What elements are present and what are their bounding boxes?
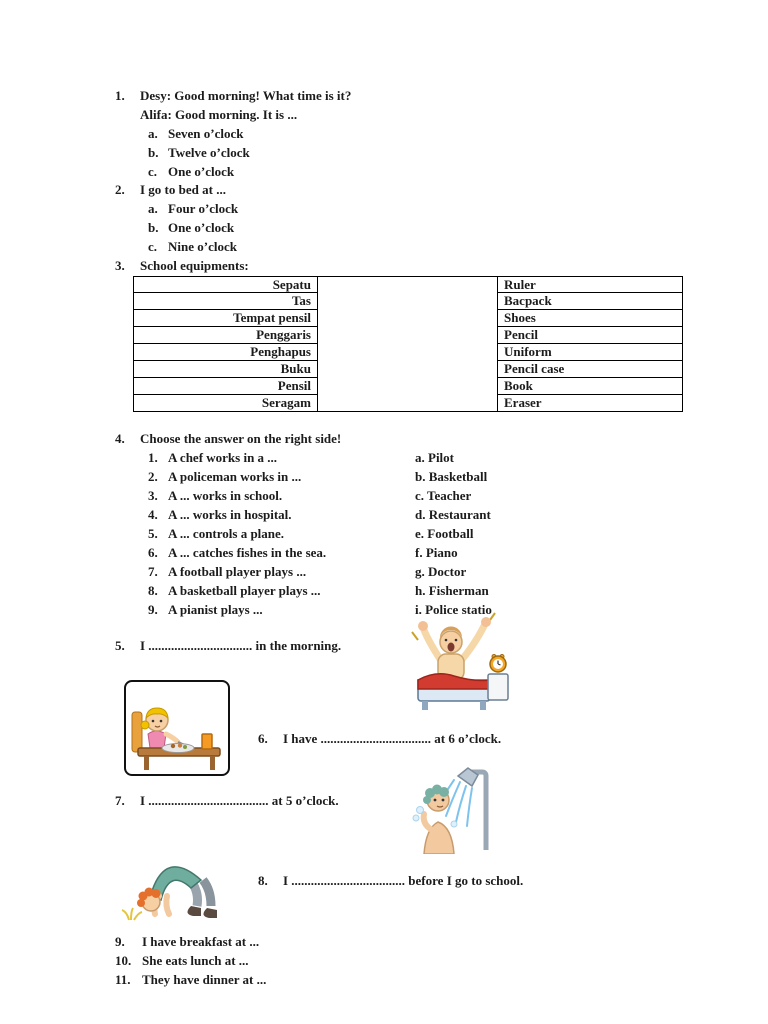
q7-row xyxy=(115,791,339,810)
q5-text: I ................................ in the morning. xyxy=(140,638,342,653)
q2-option-b xyxy=(148,218,234,237)
q9-row xyxy=(115,932,259,951)
match-item-number: 5. xyxy=(148,526,158,541)
option-letter: c. xyxy=(148,164,158,179)
table-cell: Penggaris xyxy=(133,327,318,344)
table-cell: Uniform xyxy=(497,344,683,361)
q11-number: 11. xyxy=(115,972,131,987)
match-item-text: A basketball player plays ... xyxy=(168,583,321,598)
q11-row xyxy=(115,970,266,989)
q4-title: Choose the answer on the right side! xyxy=(140,431,342,446)
option-text: One o’clock xyxy=(168,220,235,235)
table-cell: Tas xyxy=(133,293,318,310)
q1-option-b xyxy=(148,143,250,162)
match-item xyxy=(148,524,284,543)
q9-number: 9. xyxy=(115,934,125,949)
match-item-number: 2. xyxy=(148,469,158,484)
table-cell: Pencil case xyxy=(497,361,683,378)
equipment-table xyxy=(133,276,683,412)
match-item xyxy=(148,581,321,600)
table-cell: Bacpack xyxy=(497,293,683,310)
match-item xyxy=(148,543,326,562)
equipment-table-right-column xyxy=(497,276,683,412)
q5-row xyxy=(115,636,341,655)
match-answer: a. Pilot xyxy=(415,450,454,465)
match-answer: e. Football xyxy=(415,526,474,541)
q8-text: I ................................... before I go to school. xyxy=(283,873,524,888)
match-item xyxy=(148,562,306,581)
match-item-number: 3. xyxy=(148,488,158,503)
q11-text: They have dinner at ... xyxy=(142,972,267,987)
q3-row xyxy=(115,256,249,275)
option-text: Nine o’clock xyxy=(168,239,237,254)
match-item-text: A chef works in a ... xyxy=(168,450,278,465)
option-text: One o’clock xyxy=(168,164,235,179)
q4-number: 4. xyxy=(115,431,125,446)
table-cell: Tempat pensil xyxy=(133,310,318,327)
table-cell: Ruler xyxy=(497,276,683,293)
equipment-table-empty-middle xyxy=(318,276,497,412)
q5-number: 5. xyxy=(115,638,125,653)
option-letter: a. xyxy=(148,126,158,141)
match-answer: i. Police statio xyxy=(415,602,492,617)
match-item-number: 7. xyxy=(148,564,158,579)
option-letter: b. xyxy=(148,145,159,160)
match-answer: d. Restaurant xyxy=(415,507,491,522)
match-item-text: A policeman works in ... xyxy=(168,469,302,484)
q6-number: 6. xyxy=(258,731,268,746)
eating-image xyxy=(124,680,230,776)
option-letter: c. xyxy=(148,239,158,254)
match-item xyxy=(148,600,263,619)
option-text: Seven o’clock xyxy=(168,126,244,141)
q1-dialog-line1: Desy: Good morning! What time is it? xyxy=(140,88,352,103)
table-cell: Eraser xyxy=(497,395,683,412)
option-text: Four o’clock xyxy=(168,201,239,216)
option-text: Twelve o’clock xyxy=(168,145,250,160)
q7-number: 7. xyxy=(115,793,125,808)
table-cell: Pensil xyxy=(133,378,318,395)
wake-up-image xyxy=(398,610,510,718)
q6-text: I have .................................. at 6 o’clock. xyxy=(283,731,502,746)
q7-text: I ..................................... at 5 o’clock. xyxy=(140,793,339,808)
table-cell: Seragam xyxy=(133,395,318,412)
match-item-number: 4. xyxy=(148,507,158,522)
match-item xyxy=(148,448,277,467)
match-answer: g. Doctor xyxy=(415,564,467,579)
match-item-text: A ... controls a plane. xyxy=(168,526,285,541)
match-answer: b. Basketball xyxy=(415,469,488,484)
q2-option-c xyxy=(148,237,237,256)
table-cell: Sepatu xyxy=(133,276,318,293)
shower-image xyxy=(402,766,498,854)
match-item-text: A pianist plays ... xyxy=(168,602,263,617)
match-item xyxy=(148,467,301,486)
table-cell: Buku xyxy=(133,361,318,378)
q3-title: School equipments: xyxy=(140,258,249,273)
q4-row xyxy=(115,429,341,448)
match-item-text: A ... works in school. xyxy=(168,488,283,503)
q8-row xyxy=(258,871,523,890)
match-item-number: 6. xyxy=(148,545,158,560)
option-letter: a. xyxy=(148,201,158,216)
q1-row xyxy=(115,86,351,105)
match-item-text: A football player plays ... xyxy=(168,564,307,579)
q9-text: I have breakfast at ... xyxy=(142,934,260,949)
match-answer: h. Fisherman xyxy=(415,583,489,598)
table-cell: Pencil xyxy=(497,327,683,344)
q10-text: She eats lunch at ... xyxy=(142,953,249,968)
table-cell: Shoes xyxy=(497,310,683,327)
q8-number: 8. xyxy=(258,873,268,888)
q10-number: 10. xyxy=(115,953,132,968)
match-item-text: A ... works in hospital. xyxy=(168,507,292,522)
q1-option-c xyxy=(148,162,234,181)
match-item-number: 1. xyxy=(148,450,158,465)
q1-number: 1. xyxy=(115,88,125,103)
q1-dialog-line2: Alifa: Good morning. It is ... xyxy=(140,107,298,122)
q2-text: I go to bed at ... xyxy=(140,182,226,197)
equipment-table-left-column xyxy=(133,276,318,412)
q2-option-a xyxy=(148,199,238,218)
bending-image xyxy=(115,836,227,922)
table-cell: Penghapus xyxy=(133,344,318,361)
q6-row xyxy=(258,729,501,748)
match-item xyxy=(148,486,282,505)
q1-option-a xyxy=(148,124,243,143)
q10-row xyxy=(115,951,249,970)
match-item-text: A ... catches fishes in the sea. xyxy=(168,545,327,560)
q2-row xyxy=(115,180,226,199)
match-answer: c. Teacher xyxy=(415,488,472,503)
match-item xyxy=(148,505,292,524)
table-cell: Book xyxy=(497,378,683,395)
option-letter: b. xyxy=(148,220,159,235)
q3-number: 3. xyxy=(115,258,125,273)
q2-number: 2. xyxy=(115,182,125,197)
match-answer: f. Piano xyxy=(415,545,458,560)
match-item-number: 8. xyxy=(148,583,158,598)
match-item-number: 9. xyxy=(148,602,158,617)
